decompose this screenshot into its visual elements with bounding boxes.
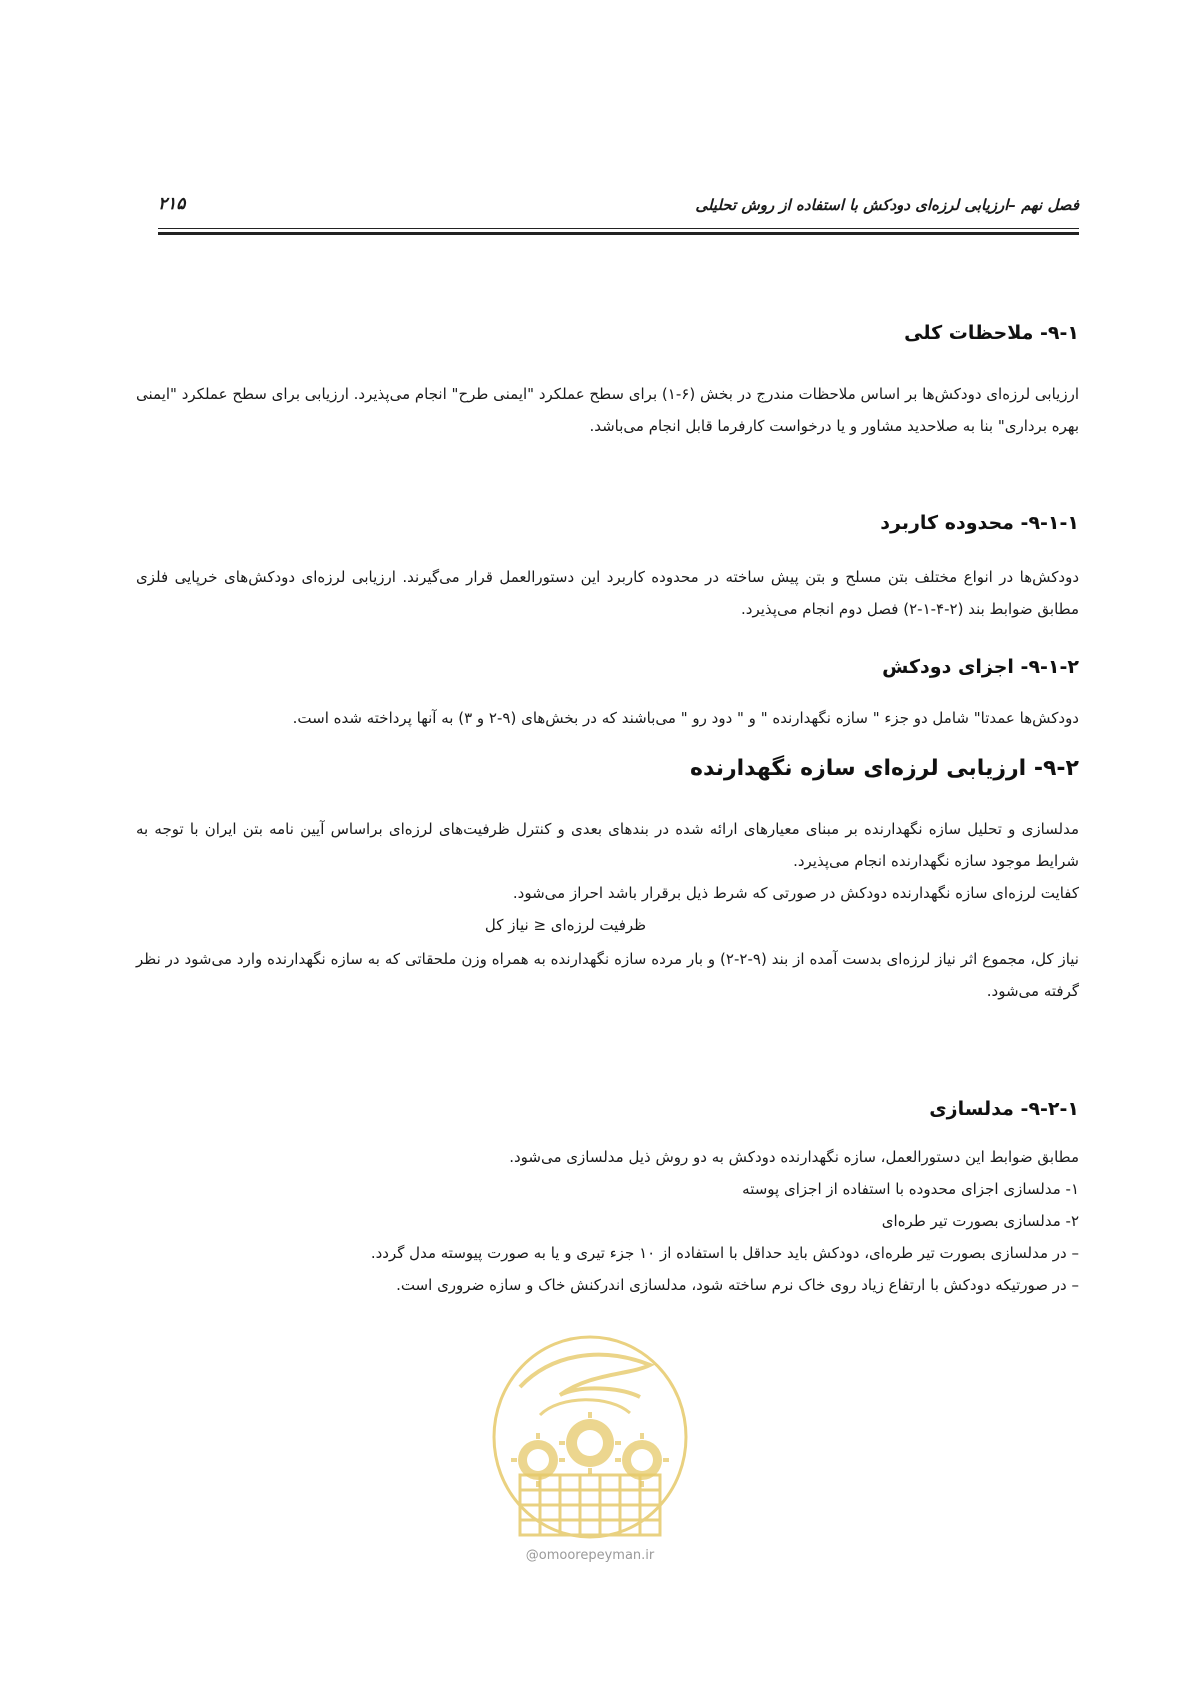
heading-9-1-2: ۹-۱-۲- اجزای دودکش [882,656,1079,678]
heading-9-2: ۹-۲- ارزیابی لرزه‌ای سازه نگهدارنده [690,756,1079,781]
header-rule-thick [158,232,1079,235]
running-header [158,196,1079,224]
heading-9-1: ۹-۱- ملاحظات کلی [904,322,1079,344]
heading-9-1-1: ۹-۱-۱- محدوده کاربرد [880,512,1079,534]
chapter-title: فصل نهم –ارزیابی لرزه‌ای دودکش با استفاده از روش تحلیلی [695,196,1079,214]
list-item: ۱- مدلسازی اجزای محدوده با استفاده از اجزای پوسته [742,1180,1079,1198]
watermark-logo [480,1325,700,1560]
page-number: ۲۱۵ [158,194,186,214]
paragraph-9-2-1-intro: مطابق ضوابط این دستورالعمل، سازه نگهدارنده دودکش به دو روش ذیل مدلسازی می‌شود. [509,1148,1079,1166]
paragraph-9-2-body-3: نیاز کل، مجموع اثر نیاز لرزه‌ای بدست آمده از بند (۹-۲-۲) و بار مرده سازه نگهدارنده به همراه وزن ملحقاتی که به سازه نگهدارنده وارد می‌شود در نظر گرفته می‌شود. [136,950,1079,1000]
list-item: – در مدلسازی بصورت تیر طره‌ای، دودکش باید حداقل با استفاده از ۱۰ جزء تیری و یا به صورت پیوسته مدل گردد. [370,1244,1079,1262]
list-item: ۲- مدلسازی بصورت تیر طره‌ای [881,1212,1079,1230]
adequacy-formula: ظرفیت لرزه‌ای ≤ نیاز کل [484,916,647,934]
list-item: – در صورتیکه دودکش با ارتفاع زیاد روی خاک نرم ساخته شود، مدلسازی اندرکنش خاک و سازه ضروری است. [396,1276,1079,1294]
paragraph-9-2-body-1: مدلسازی و تحلیل سازه نگهدارنده بر مبنای معیارهای ارائه شده در بندهای بعدی و کنترل ظرفیت‌های لرزه‌ای براساس آیین نامه بتن ایران با توجه به شرایط موجود سازه نگهدارنده انجام می‌پذیرد. [136,820,1079,870]
paragraph-9-1-1: دودکش‌ها در انواع مختلف بتن مسلح و بتن پیش ساخته در محدوده کاربرد این دستورالعمل قرار می‌گیرند. ارزیابی لرزه‌ای دودکش‌های خرپایی فلزی مطابق ضوابط بند (۲-۴-۱-۲) فصل دوم انجام می‌پذیرد. [136,568,1079,618]
paragraph-9-2-body-2: کفایت لرزه‌ای سازه نگهدارنده دودکش در صورتی که شرط ذیل برقرار باشد احراز می‌شود. [512,884,1079,902]
paragraph-9-1-2: دودکش‌ها عمدتا" شامل دو جزء " سازه نگهدارنده " و " دود رو " می‌باشند که در بخش‌های (۹-۲ و ۳) به آنها پرداخته شده است. [292,709,1079,727]
header-rule-thin [158,228,1079,229]
heading-9-2-1: ۹-۲-۱- مدلسازی [929,1098,1079,1120]
watermark-caption: @omoorepeyman.ir [525,1548,655,1563]
paragraph-9-1: ارزیابی لرزه‌ای دودکش‌ها بر اساس ملاحظات مندرج در بخش (۶-۱) برای سطح عملکرد "ایمنی طرح" انجام می‌پذیرد. ارزیابی برای سطح عملکرد "ایمنی بهره برداری" بنا به صلاحدید مشاور و یا درخواست کارفرما قابل انجام می‌باشد. [136,385,1079,435]
